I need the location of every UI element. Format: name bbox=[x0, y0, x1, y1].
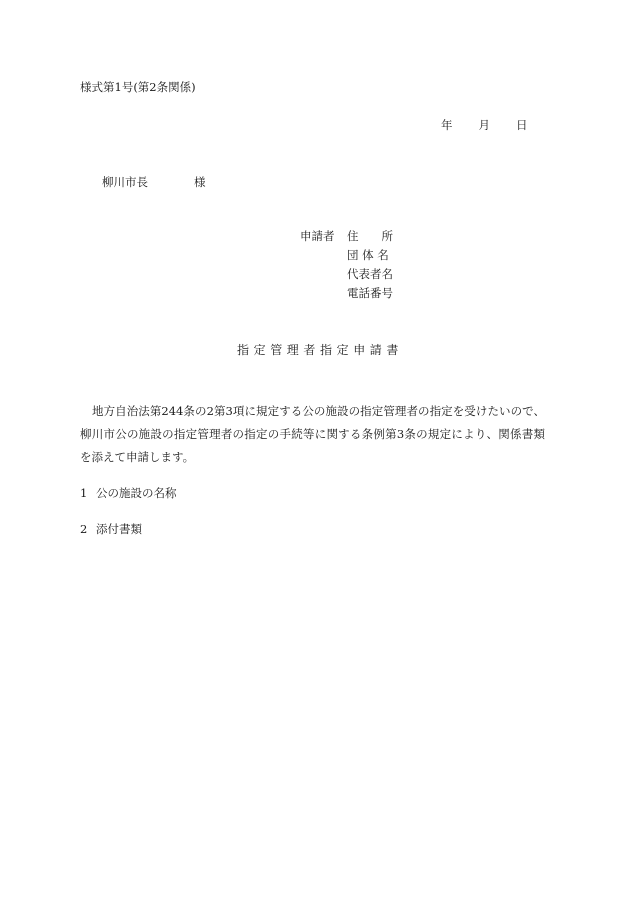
item-number: 1 bbox=[80, 486, 88, 500]
applicant-group-label: 団 体 名 bbox=[347, 248, 389, 262]
document-title: 指定管理者指定申請書 bbox=[237, 343, 404, 357]
item-number: 2 bbox=[80, 522, 88, 536]
form-number: 様式第1号(第2条関係) bbox=[80, 80, 196, 94]
addressee bbox=[102, 177, 206, 189]
date-year: 年 bbox=[441, 118, 453, 132]
addressee-name: 柳川市長 bbox=[102, 175, 148, 189]
applicant-title: 申請者 bbox=[300, 229, 335, 243]
addressee-suffix: 様 bbox=[194, 175, 206, 189]
item-label: 公の施設の名称 bbox=[96, 486, 177, 500]
body-paragraph: 地方自治法第244条の2第3項に規定する公の施設の指定管理者の指定を受けたいので、柳川市公の施設の指定管理者の指定の手続等に関する条例第3条の規定により、関係書類を添えて申請します。 bbox=[80, 404, 545, 464]
applicant-address-label: 住 所 bbox=[347, 229, 393, 243]
item-label: 添付書類 bbox=[96, 522, 142, 536]
applicant-phone-label: 電話番号 bbox=[347, 286, 393, 300]
applicant-representative-label: 代表者名 bbox=[347, 267, 393, 281]
list-item bbox=[80, 524, 142, 536]
date-month: 月 bbox=[478, 118, 490, 132]
list-item bbox=[80, 488, 177, 500]
date-day: 日 bbox=[516, 118, 528, 132]
date-line bbox=[441, 120, 528, 132]
